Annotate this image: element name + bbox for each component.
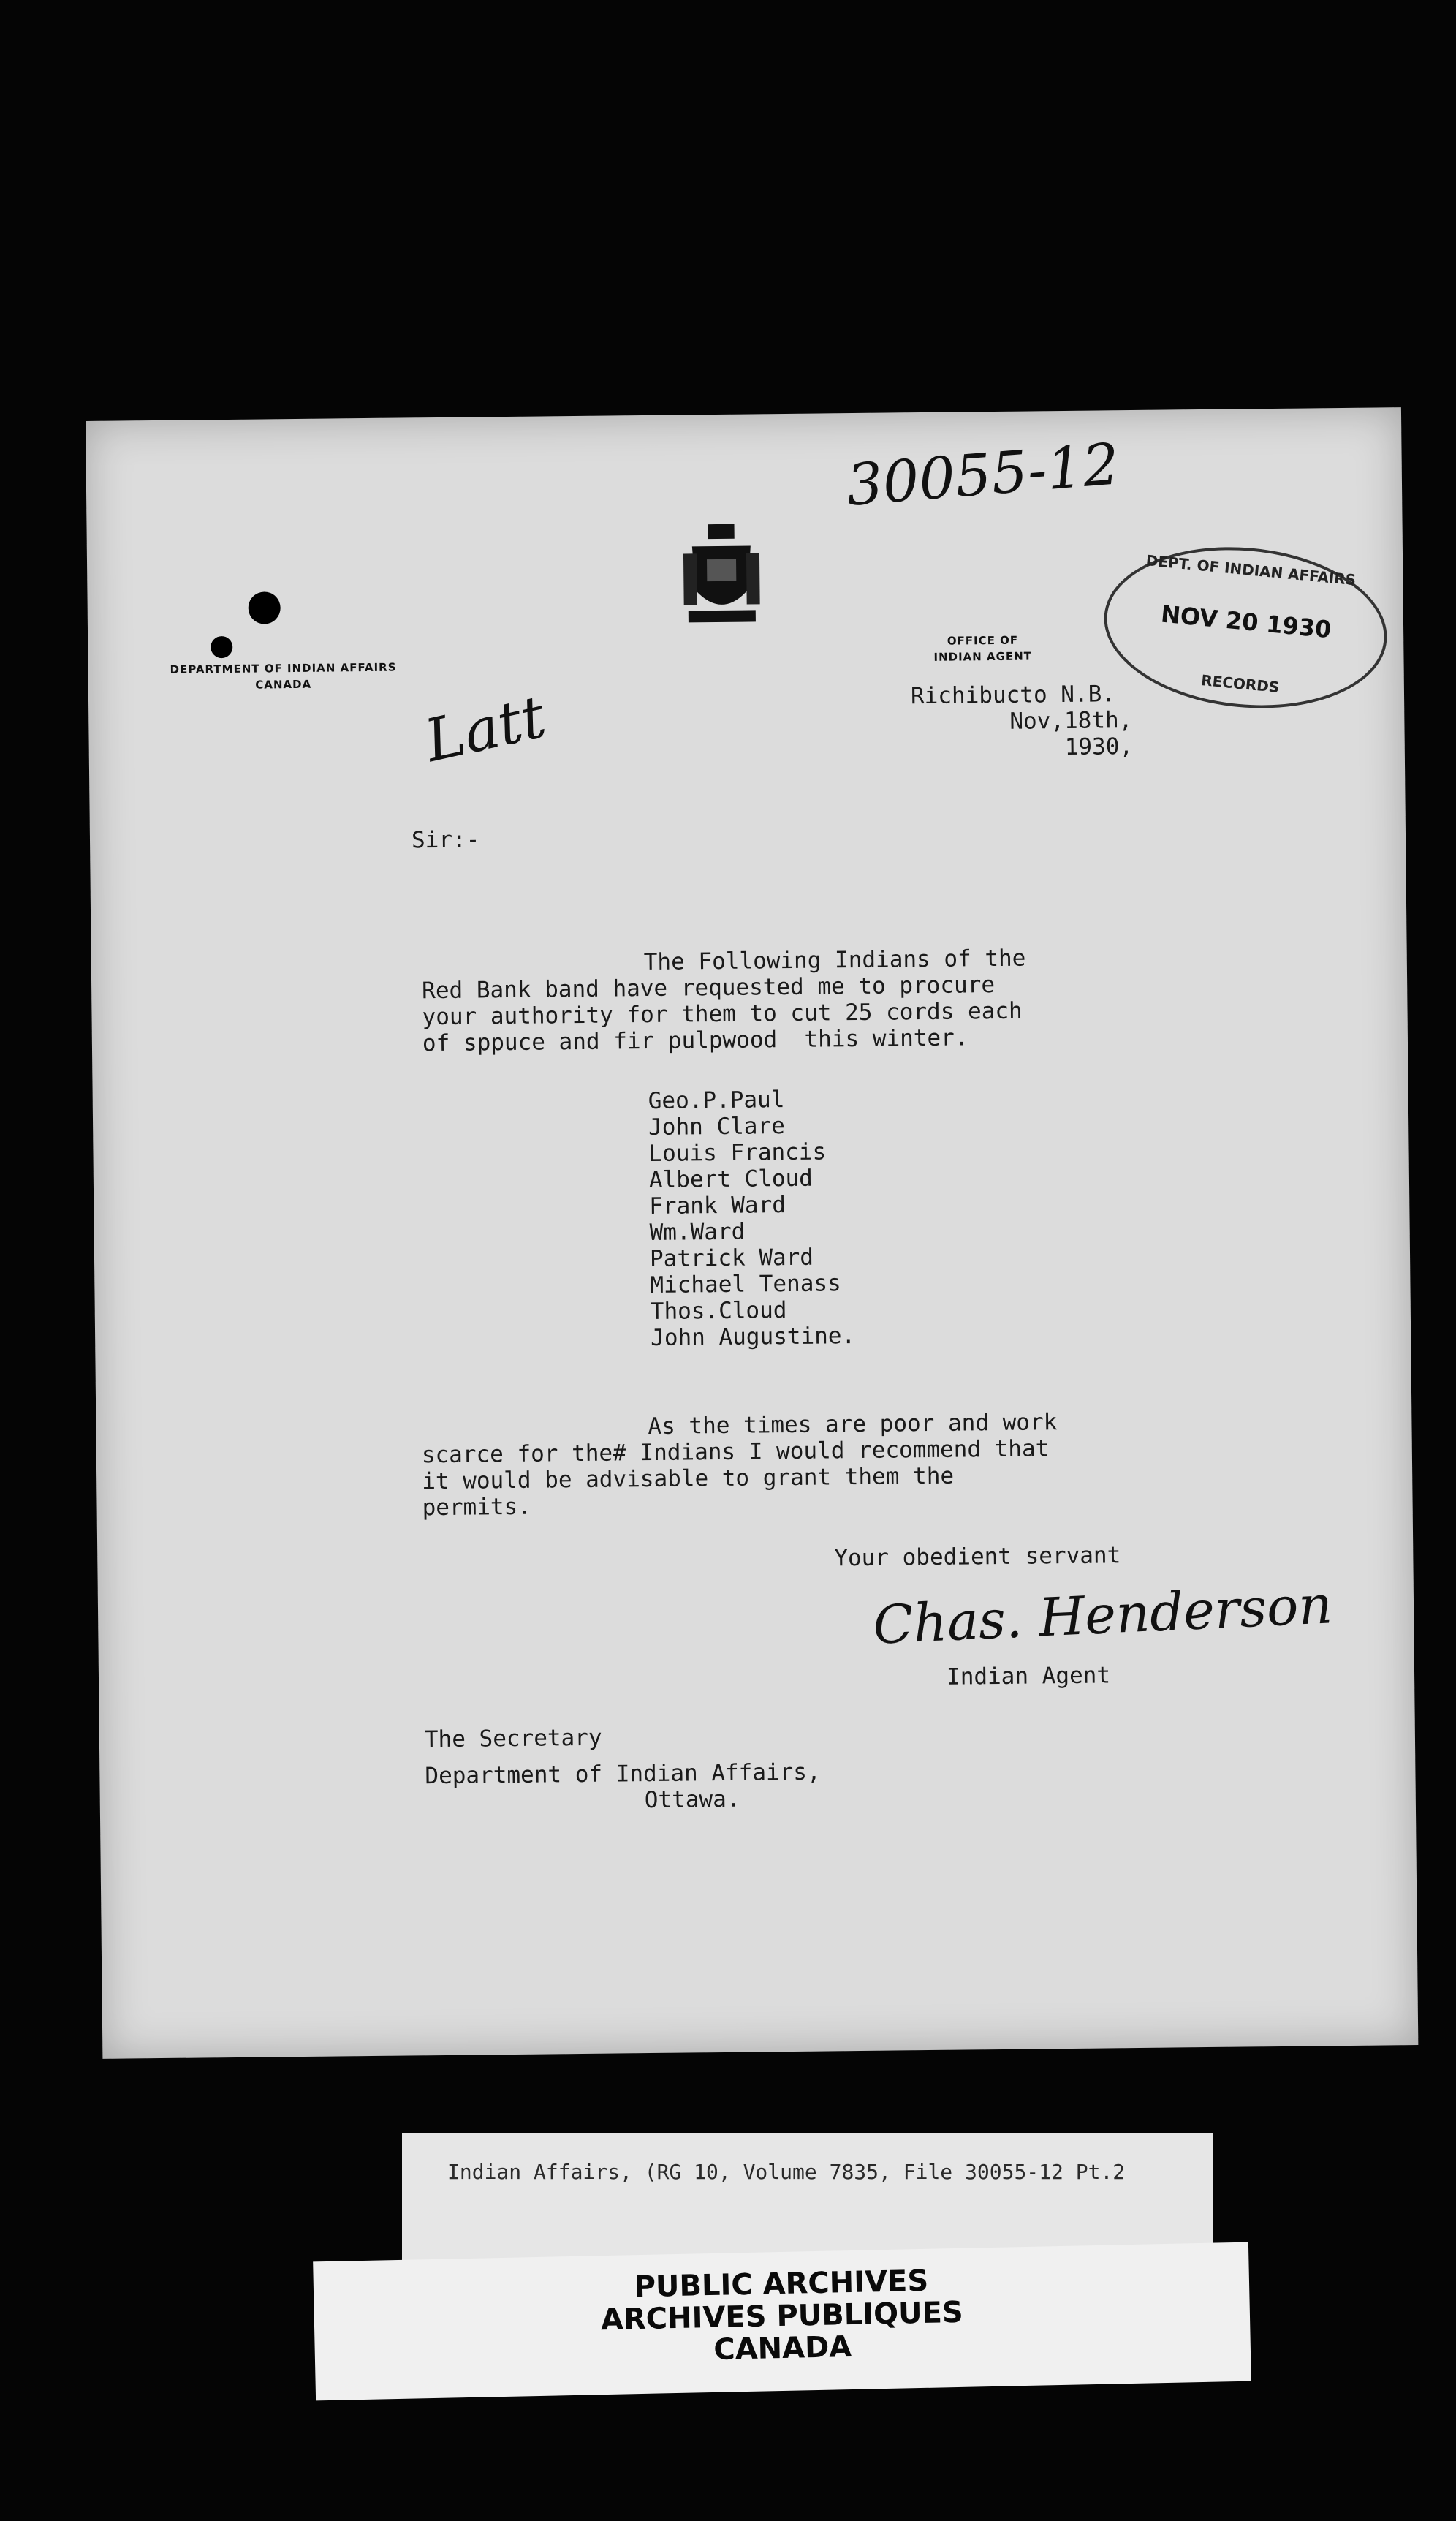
office-letterhead <box>933 632 1032 665</box>
list-item: Geo.P.Paul <box>648 1086 785 1114</box>
department-country: CANADA <box>255 677 312 692</box>
coat-of-arms-icon <box>678 524 767 634</box>
list-item: Michael Tenass <box>650 1270 841 1299</box>
addressee-line: Department of Indian Affairs, <box>425 1758 821 1790</box>
body-paragraph-1 <box>422 945 1027 1057</box>
addressee-line: Ottawa. <box>644 1785 740 1814</box>
list-item: John Augustine. <box>650 1323 856 1351</box>
letter-page <box>86 407 1418 2059</box>
list-item: Wm.Ward <box>649 1218 746 1246</box>
addressee-line: The Secretary <box>424 1724 602 1753</box>
text-line: it would be advisable to grant them the <box>422 1462 955 1495</box>
text-line: Red Bank band have requested me to procure <box>421 972 996 1005</box>
office-line: INDIAN AGENT <box>933 649 1033 664</box>
names-list <box>648 1086 856 1351</box>
department-letterhead <box>170 659 396 694</box>
text-line: The Following Indians of the <box>643 945 1026 976</box>
list-item: Frank Ward <box>649 1192 786 1220</box>
text-line: scarce for the# Indians I would recommend that <box>421 1435 1050 1469</box>
closing: Your obedient servant <box>834 1542 1121 1572</box>
text-line: As the times are poor and work <box>648 1409 1058 1440</box>
list-item: Patrick Ward <box>649 1244 814 1272</box>
archive-label-line: ARCHIVES PUBLIQUES <box>600 2295 964 2337</box>
date-line: Nov,18th, <box>1009 707 1133 735</box>
place-line: Richibucto N.B. <box>910 681 1116 710</box>
text-line: your authority for them to cut 25 cords each <box>422 997 1023 1031</box>
department-name: DEPARTMENT OF INDIAN AFFAIRS <box>170 660 397 676</box>
archive-label-line: CANADA <box>713 2330 852 2367</box>
salutation: Sir:- <box>411 826 480 854</box>
signature: Chas. Henderson <box>871 1573 1334 1656</box>
handwritten-initials: Latt <box>419 682 552 776</box>
punch-hole-dot <box>211 636 232 658</box>
body-paragraph-2 <box>421 1409 1058 1521</box>
stamp-records: RECORDS <box>1200 671 1281 697</box>
text-line: permits. <box>422 1493 532 1522</box>
signature-title: Indian Agent <box>946 1662 1111 1690</box>
list-item: Albert Cloud <box>648 1165 814 1193</box>
text-line: of sppuce and fir pulpwood this winter. <box>422 1024 968 1057</box>
list-item: John Clare <box>648 1113 785 1141</box>
list-item: Thos.Cloud <box>650 1297 787 1325</box>
archive-label-strip <box>313 2242 1251 2401</box>
received-stamp <box>1097 535 1395 721</box>
year-line: 1930, <box>1064 733 1134 760</box>
punch-hole-dot <box>248 591 280 624</box>
list-item: Louis Francis <box>648 1138 827 1167</box>
handwritten-file-number: 30055-12 <box>843 431 1122 519</box>
stamp-date: NOV 20 1930 <box>1159 600 1332 644</box>
office-line: OFFICE OF <box>947 633 1019 648</box>
archive-reference: Indian Affairs, (RG 10, Volume 7835, File 30055-12 Pt.2 <box>447 2160 1126 2184</box>
addressee-block <box>425 1723 821 1816</box>
stamp-department: DEPT. OF INDIAN AFFAIRS <box>1145 551 1357 589</box>
archive-label-line: PUBLIC ARCHIVES <box>634 2264 929 2305</box>
